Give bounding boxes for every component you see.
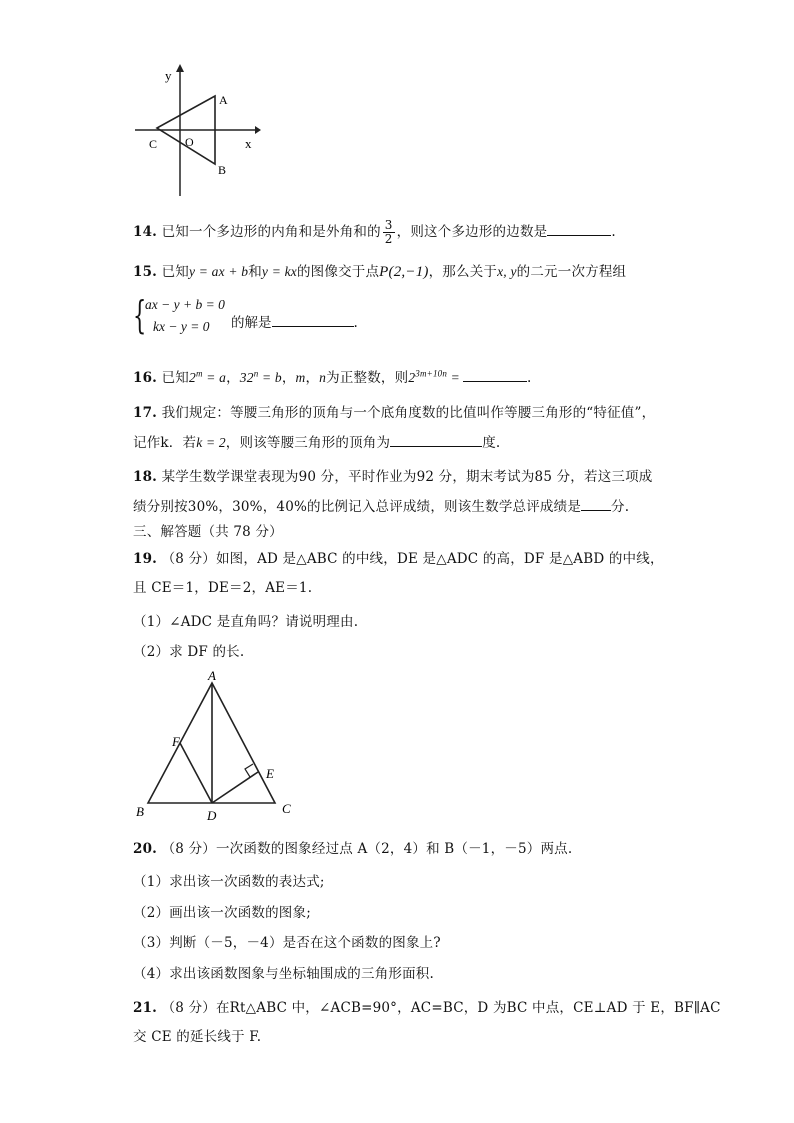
q16-answer-blank[interactable] bbox=[463, 369, 527, 382]
question-17-line2 bbox=[133, 431, 500, 451]
q21-line1: （8 分）在Rt△ABC 中，∠ACB=90°，AC=BC，D 为BC 中点，CE⊥AD 于 E，BF∥AC bbox=[161, 1000, 721, 1016]
q17-line1: 我们规定：等腰三角形的顶角与一个底角度数的比值叫作等腰三角形的“特征值”， bbox=[161, 405, 656, 421]
q16-e2-rest: = b bbox=[258, 370, 282, 385]
q16-e1-exp: m bbox=[195, 368, 203, 379]
q15-answer-blank[interactable] bbox=[272, 314, 354, 327]
label-a: A bbox=[208, 668, 216, 683]
q15-end: . bbox=[353, 315, 358, 331]
q15-brace: { bbox=[133, 293, 147, 337]
q14-text-a: 已知一个多边形的内角和是外角和的 bbox=[161, 224, 381, 240]
q16-sep: ， bbox=[226, 370, 240, 386]
q16-comma: ， bbox=[305, 370, 320, 386]
label-y: y bbox=[165, 68, 172, 83]
question-20-sub1: （1）求出该一次函数的表达式; bbox=[133, 874, 325, 890]
label-f: F bbox=[172, 734, 180, 749]
coordinate-figure bbox=[125, 60, 265, 200]
question-18-line2 bbox=[133, 495, 629, 515]
label-e: E bbox=[266, 766, 274, 781]
question-15 bbox=[133, 260, 626, 281]
q16-m: m bbox=[295, 370, 306, 385]
q16-n: n bbox=[319, 370, 327, 385]
q16-text-b: ， bbox=[281, 370, 296, 386]
question-19-sub1: （1）∠ADC 是直角吗？请说明理由. bbox=[133, 614, 359, 630]
q18-end: 分. bbox=[611, 499, 630, 515]
question-18-line1 bbox=[133, 465, 653, 485]
q18-answer-blank[interactable] bbox=[581, 498, 611, 511]
question-20-sub2: （2）画出该一次函数的图象; bbox=[133, 905, 311, 921]
question-21-line1 bbox=[133, 996, 721, 1016]
question-16 bbox=[133, 366, 531, 386]
q18-line1: 某学生数学课堂表现为90 分，平时作业为92 分，期末考试为85 分，若这三项成 bbox=[161, 469, 653, 485]
label-b: B bbox=[136, 804, 144, 819]
q16-e3-exp: 3m+10n bbox=[415, 368, 448, 379]
q17-kexpr: k = 2 bbox=[196, 435, 226, 450]
q14-frac-num: 3 bbox=[384, 218, 393, 232]
q14-text-b: ，则这个多边形的边数是 bbox=[396, 224, 548, 240]
q14-number: 14. bbox=[133, 224, 158, 240]
q16-e2-base: 32 bbox=[239, 370, 254, 385]
q16-e2-exp: n bbox=[253, 368, 259, 379]
triangle-figure bbox=[130, 668, 300, 828]
q16-e1-base: 2 bbox=[189, 370, 196, 385]
label-c: C bbox=[282, 801, 291, 816]
q15-text-b: 的图像交于点 bbox=[296, 264, 380, 280]
q15-vars: x, y bbox=[497, 264, 517, 279]
q15-and: 和 bbox=[248, 264, 262, 280]
q15-text-d: 的二元一次方程组 bbox=[516, 264, 627, 280]
label-b: B bbox=[218, 163, 227, 177]
question-20-sub4: （4）求出该函数图象与坐标轴围成的三角形面积. bbox=[133, 966, 434, 982]
q16-end: . bbox=[526, 370, 532, 386]
q16-number: 16. bbox=[133, 370, 158, 386]
q17-text-a: 记作k．若 bbox=[133, 435, 197, 451]
q16-expr1 bbox=[189, 370, 226, 385]
q15-sys-eq2: kx − y = 0 bbox=[153, 319, 210, 334]
label-c: C bbox=[149, 137, 158, 151]
q14-end: . bbox=[611, 224, 616, 240]
q16-e3-rest: = bbox=[447, 370, 460, 385]
q14-fraction bbox=[383, 219, 395, 246]
segment-df bbox=[180, 743, 212, 803]
q15-text-e: 的解是 bbox=[231, 315, 272, 331]
q20-number: 20. bbox=[133, 841, 158, 857]
q15-answer-line bbox=[231, 311, 358, 331]
q18-line2: 绩分别按30%，30%，40%的比例记入总评成绩，则该生数学总评成绩是 bbox=[133, 499, 582, 515]
q15-eq2: y = kx bbox=[261, 264, 297, 279]
q18-number: 18. bbox=[133, 469, 158, 485]
question-19-sub2: （2）求 DF 的长. bbox=[133, 644, 245, 660]
q16-e3-base: 2 bbox=[408, 370, 416, 385]
question-20-line1 bbox=[133, 837, 572, 857]
q14-answer-blank[interactable] bbox=[547, 223, 611, 236]
q15-sys-eq1: ax − y + b = 0 bbox=[145, 297, 225, 312]
right-angle-mark bbox=[245, 764, 253, 777]
q15-text-c: ，那么关于 bbox=[428, 264, 498, 280]
label-d: D bbox=[207, 808, 217, 823]
q16-text-c: 为正整数，则 bbox=[326, 370, 409, 386]
q17-end: 度. bbox=[482, 435, 501, 451]
label-o: O bbox=[185, 135, 194, 149]
q17-number: 17. bbox=[133, 405, 158, 421]
question-17-line1 bbox=[133, 401, 655, 421]
q16-expr3 bbox=[408, 370, 460, 385]
q17-text-b: ，则该等腰三角形的顶角为 bbox=[225, 435, 391, 451]
q21-number: 21. bbox=[133, 1000, 158, 1016]
q20-line1: （8 分）一次函数的图象经过点 A（2，4）和 B（－1，－5）两点. bbox=[161, 841, 573, 857]
q14-frac-den: 2 bbox=[384, 232, 393, 246]
label-a: A bbox=[219, 93, 228, 107]
q16-e1-rest: = a bbox=[202, 370, 227, 385]
segment-de bbox=[212, 772, 258, 803]
q16-text-a: 已知 bbox=[161, 370, 189, 386]
section-3-heading: 三、解答题（共 78 分） bbox=[133, 524, 283, 540]
q15-point: P(2,−1) bbox=[379, 264, 429, 280]
q15-number: 15. bbox=[133, 264, 158, 280]
question-21-line2: 交 CE 的延长线于 F. bbox=[133, 1029, 262, 1045]
q15-text-a: 已知 bbox=[161, 264, 189, 280]
q17-answer-blank[interactable] bbox=[390, 434, 482, 447]
q15-eq1: y = ax + b bbox=[189, 264, 249, 279]
x-axis-arrow bbox=[255, 126, 261, 134]
question-19-line1 bbox=[133, 547, 664, 567]
question-14 bbox=[133, 219, 616, 246]
y-axis-arrow bbox=[176, 64, 184, 72]
question-20-sub3: （3）判断（－5，－4）是否在这个函数的图象上? bbox=[133, 935, 441, 951]
label-x: x bbox=[245, 136, 252, 151]
question-19-line2: 且 CE＝1，DE＝2，AE＝1. bbox=[133, 580, 313, 596]
q19-line1: （8 分）如图，AD 是△ABC 的中线，DE 是△ADC 的高，DF 是△ABD 的中线， bbox=[161, 551, 664, 567]
q16-expr2 bbox=[240, 370, 282, 385]
q19-number: 19. bbox=[133, 551, 158, 567]
